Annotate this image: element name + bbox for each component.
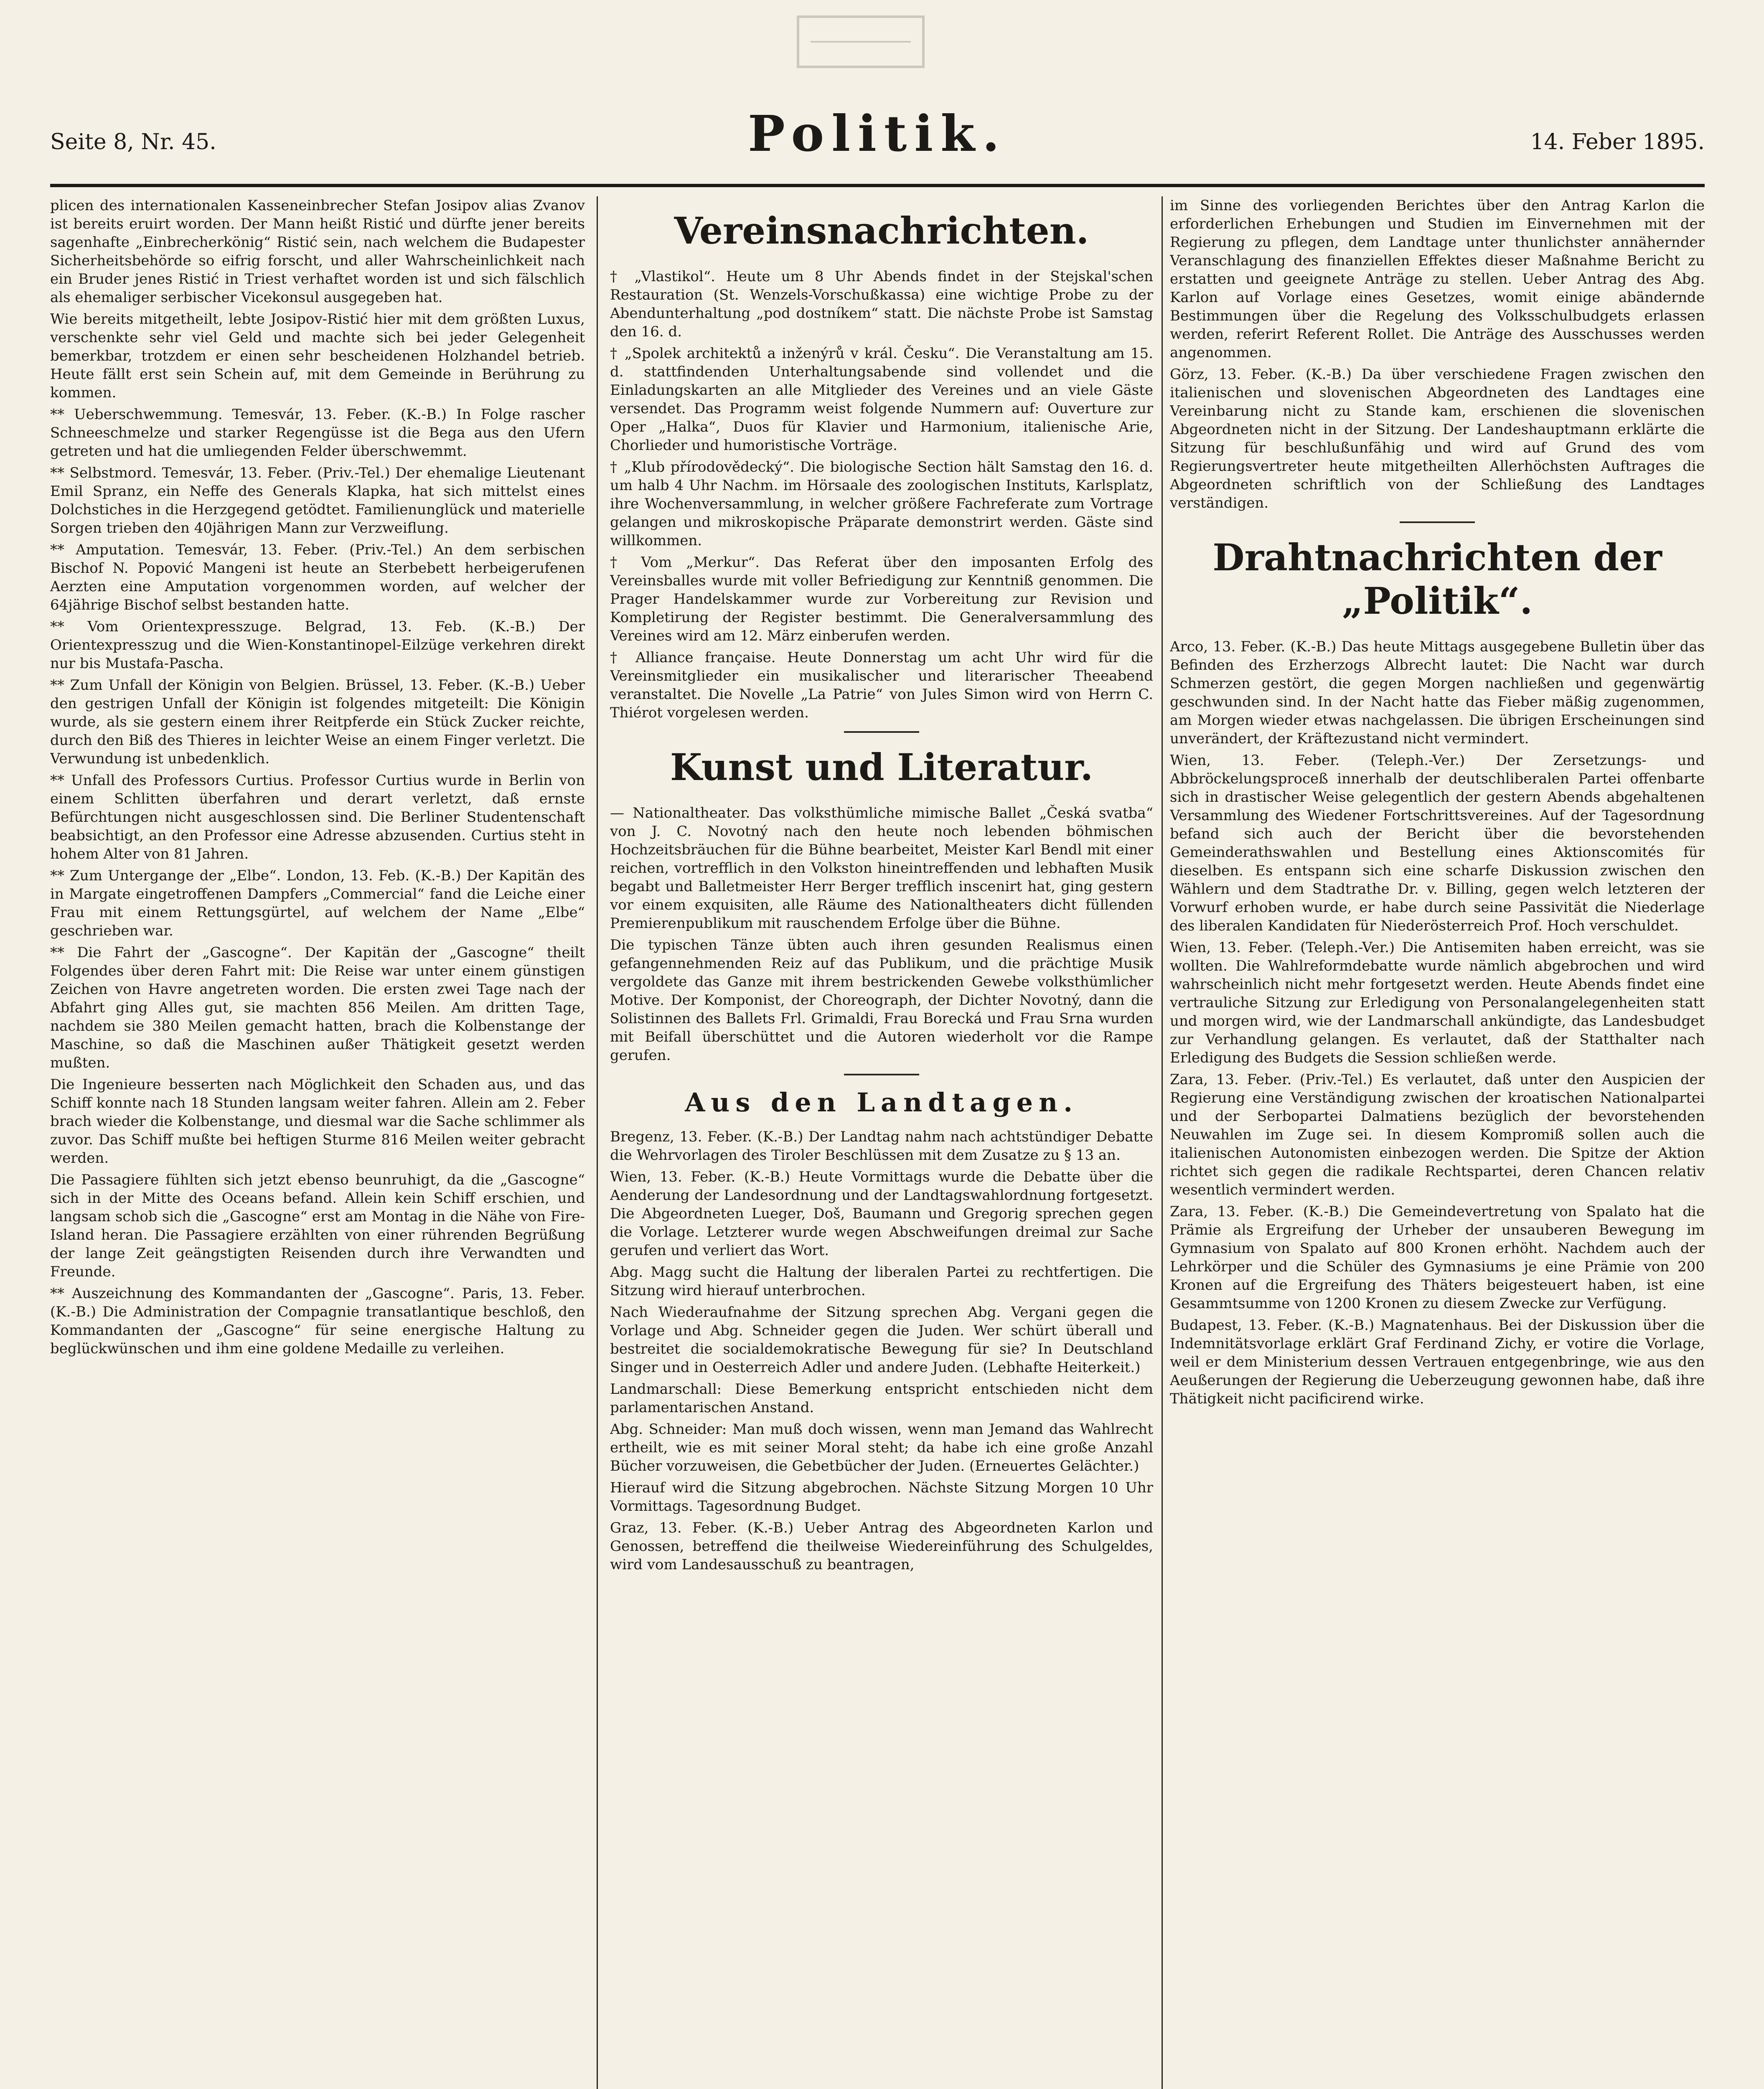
article-paragraph: Abg. Magg sucht die Haltung der liberalen Partei zu rechtfertigen. Die Sitzung wird hierauf unterbrochen. [610,1264,1153,1299]
article-paragraph: Arco, 13. Feber. (K.-B.) Das heute Mittags ausgegebene Bulletin über das Befinden des Erzherzogs Albrecht lautet: Die Nacht war durch Schmerzen gestört, die gegen Morgen nachließen und gegenwärtig geschwunden sind. In der Nacht hatte das Fieber mäßig zugenommen, am Morgen wieder etwas nachgelassen. Die übrigen Erscheinungen sind unverändert, der Kräftezustand nicht vermindert. [1170,638,1705,747]
section-heading-kunst-und-literatur: Kunst und Literatur. [670,745,1093,789]
section-divider [844,731,919,733]
article-paragraph: Zara, 13. Feber. (Priv.-Tel.) Es verlautet, daß unter den Auspicien der Regierung eine Verständigung zwischen der kroatischen Nationalpartei und der Serbopartei Dalmatiens bezüglich der bevorstehenden Neuwahlen im Zuge sei. In diesem Kompromiß sollen auch die italienischen Autonomisten einbezogen werden. Die Spitze der Aktion richtet sich gegen die radikale Rechtspartei, deren Chancen relativ wesentlich vermindert werden. [1170,1071,1705,1198]
column-rule [597,196,598,2089]
article-paragraph: ** Ueberschwemmung. Temesvár, 13. Feber. (K.-B.) In Folge rascher Schneeschmelze und starker Regengüsse ist die Bega aus den Ufern getreten und hat die umliegenden Felder überschwemmt. [50,406,585,460]
column-right [1170,196,1705,2089]
article-paragraph: Wien, 13. Feber. (Teleph.-Ver.) Der Zersetzungs- und Abbröckelungsproceß innerhalb der deutschliberalen Partei offenbarte sich in drastischer Weise gelegentlich der gestern Abends abgehaltenen Versammlung des Wiedener Fortschrittsvereines. Auf der Tagesordnung befand sich auch der Bericht über die bevorstehenden Gemeinderathswahlen und Bestellung eines Aktionscomités für dieselben. Es entspann sich eine scharfe Diskussion zwischen den Wählern und dem Stadtrathe Dr. v. Billing, gegen welch letzteren der Vorwurf erhoben wurde, er habe durch seine Passivität die Niederlage des liberalen Kandidaten für Niederösterreich Prof. Hoch verschuldet. [1170,752,1705,934]
section-heading-vereinsnachrichten: Vereinsnachrichten. [674,209,1089,252]
column-rule [1162,196,1163,2089]
article-paragraph: ** Unfall des Professors Curtius. Professor Curtius wurde in Berlin von einem Schlitten überfahren und derart verletzt, daß ernste Befürchtungen nicht ausgeschlossen sind. Die Berliner Studentenschaft beabsichtigt, an den Professor eine Adresse abzusenden. Curtius steht in hohem Alter von 81 Jahren. [50,772,585,862]
article-paragraph: Wien, 13. Feber. (K.-B.) Heute Vormittags wurde die Debatte über die Aenderung der Landesordnung und der Landtagswahlordnung fortgesetzt. Die Abgeordneten Lueger, Doš, Baumann und Gregorig sprechen gegen die Vorlage. Letzterer wurde wegen Abschweifungen dreimal zur Sache gerufen und verliert das Wort. [610,1169,1153,1259]
section-heading-aus-den-landtagen: Aus den Landtagen. [685,1087,1078,1118]
article-paragraph: Die Passagiere fühlten sich jetzt ebenso beunruhigt, da die „Gascogne“ sich in der Mitte des Oceans befand. Allein kein Schiff erschien, und langsam schob sich die „Gascogne“ erst am Montag in die Nähe von Fire-Island heran. Die Passagiere erzählten von einer rührenden Begrüßung der lange Zeit geängstigten Reisenden durch ihre Verwandten und Freunde. [50,1172,585,1280]
article-paragraph: plicen des internationalen Kasseneinbrecher Stefan Josipov alias Zvanov ist bereits eruirt worden. Der Mann heißt Ristić und dürfte jener bereits sagenhafte „Einbrecherkönig“ Ristić sein, nach welchem die Budapester Sicherheitsbehörde so eifrig forscht, und aller Wahrscheinlichkeit nach ein Bruder jenes Ristić in Triest verhaftet worden ist und sich fälschlich als ehemaliger serbischer Vicekonsul ausgegeben hat. [50,197,585,306]
article-paragraph: Graz, 13. Feber. (K.-B.) Ueber Antrag des Abgeordneten Karlon und Genossen, betreffend die theilweise Wiedereinführung des Schulgeldes, wird vom Landesausschuß zu beantragen, [610,1520,1153,1573]
newspaper-title: Politik. [747,104,1007,163]
article-paragraph: Die Ingenieure besserten nach Möglichkeit den Schaden aus, und das Schiff konnte nach 18 Stunden langsam weiter fahren. Allein am 2. Feber brach wieder die Kolbenstange, und diesmal war die Sache schlimmer als zuvor. Das Schiff mußte bei heftigen Sturme 816 Meilen weiter gebracht werden. [50,1076,585,1166]
article-paragraph: Bregenz, 13. Feber. (K.-B.) Der Landtag nahm nach achtstündiger Debatte die Wehrvorlagen des Tiroler Beschlüssen mit dem Zusatze zu § 13 an. [610,1128,1153,1164]
article-paragraph: Wien, 13. Feber. (Teleph.-Ver.) Die Antisemiten haben erreicht, was sie wollten. Die Wahlreformdebatte wurde nämlich abgebrochen und wird wahrscheinlich nicht mehr fortgesetzt werden. Heute Abends findet eine vertrauliche Sitzung zur Erledigung von Personalangelegenheiten statt und morgen wird, wie der Landmarschall ankündigte, das Landesbudget zur Verhandlung gelangen. Es verlautet, daß der Statthalter nach Erledigung des Budgets die Session schließen werde. [1170,939,1705,1066]
article-paragraph: Landmarschall: Diese Bemerkung entspricht entschieden nicht dem parlamentarischen Anstand. [610,1381,1153,1416]
page-header [50,104,1705,184]
article-paragraph: Abg. Schneider: Man muß doch wissen, wenn man Jemand das Wahlrecht ertheilt, wie es mit seiner Moral steht; da habe ich eine große Anzahl Bücher vorzuweisen, die Gebetbücher der Juden. (Erneuertes Gelächter.) [610,1421,1153,1474]
article-paragraph: ** Amputation. Temesvár, 13. Feber. (Priv.-Tel.) An dem serbischen Bischof N. Popović Mangeni ist heute an Sterbebett herbeigerufenen Aerzten eine Amputation vorgenommen worden, auf welcher der 64jährige Bischof selbst bestanden hatte. [50,541,585,613]
article-paragraph: ** Zum Unfall der Königin von Belgien. Brüssel, 13. Feber. (K.-B.) Ueber den gestrigen Unfall der Königin ist folgendes mitgeteilt: Die Königin wurde, als sie gestern einem ihrer Reitpferde ein Stück Zucker reichte, durch den Biß des Thieres in leichter Weise an einem Finger verletzt. Die Verwundung ist unbedenklich. [50,677,585,767]
section-heading-drahtnachrichten: Drahtnachrichten der „Politik“. [1212,536,1662,623]
article-paragraph: Zara, 13. Feber. (K.-B.) Die Gemeindevertretung von Spalato hat die Prämie als Ergreifung der Urheber der unsauberen Bewegung im Gymnasium von Spalato auf 800 Kronen erhöht. Nachdem auch der Lehrkörper und die Schüler des Gymnasiums je eine Prämie von 200 Kronen auf die Ergreifung des Thäters beigesteuert haben, ist eine Gesammtsumme von 1200 Kronen zu diesem Zwecke zur Verfügung. [1170,1203,1705,1312]
article-paragraph: ** Zum Untergange der „Elbe“. London, 13. Feb. (K.-B.) Der Kapitän des in Margate eingetroffenen Dampfers „Commercial“ fand die Leiche einer Frau mit einem Rettungsgürtel, auf welchem der Name „Elbe“ geschrieben war. [50,867,585,939]
article-paragraph: Budapest, 13. Feber. (K.-B.) Magnatenhaus. Bei der Diskussion über die Indemnitätsvorlage erklärt Graf Ferdinand Zichy, er votire die Vorlage, weil er dem Ministerium dessen Vertrauen entgegenbringe, wie aus den Aeußerungen der Regierung die Ueberzeugung gewonnen habe, daß ihre Thätigkeit nicht pacificirend wirke. [1170,1317,1705,1407]
article-paragraph: † „Spolek architektů a inženýrů v král. Česku“. Die Veranstaltung am 15. d. stattfindenden Unterhaltungsabende sind vollendet und die Einladungskarten an alle Mitglieder des Vereines und an viele Gäste versendet. Das Programm weist folgende Nummern auf: Ouverture zur Oper „Halka“, Duos für Klavier und Harmonium, italienische Arie, Chorlieder und humoristische Vorträge. [610,345,1153,454]
issue-date: 14. Feber 1895. [1530,130,1705,155]
column-middle [610,196,1153,2089]
article-paragraph: † „Klub přírodovědecký“. Die biologische Section hält Samstag den 16. d. um halb 4 Uhr Nachm. im Hörsaale des zoologischen Instituts, Karlsplatz, ihre Wochenversammlung, in welcher größere Fachreferate zum Vortrage gelangen und mikroskopische Präparate demonstrirt werden. Gäste sind willkommen. [610,459,1153,549]
article-paragraph: Die typischen Tänze übten auch ihren gesunden Realismus einen gefangennehmenden Reiz auf das Publikum, und die prächtige Musik vergoldete das Ganze mit ihrem bestrickenden Gewebe volksthümlicher Motive. Der Komponist, der Choreograph, der Dichter Novotný, dann die Solistinnen des Ballets Frl. Grimaldi, Frau Borecká und Frau Srna wurden mit Beifall überschüttet und die Autoren wiederholt vor die Rampe gerufen. [610,937,1153,1064]
article-paragraph: ** Die Fahrt der „Gascogne“. Der Kapitän der „Gascogne“ theilt Folgendes über deren Fahrt mit: Die Reise war unter einem günstigen Zeichen von Havre angetreten worden. Die ersten zwei Tage nach der Abfahrt ging Alles gut, sie machten 856 Meilen. Am dritten Tage, nachdem sie 380 Meilen gemacht hatten, brach die Kolbenstange der Maschine, so daß die Maschinen außer Thätigkeit gesetzt werden mußten. [50,944,585,1071]
article-paragraph: — Nationaltheater. Das volksthümliche mimische Ballet „Česká svatba“ von J. C. Novotný nach den heute noch lebenden böhmischen Hochzeitsbräuchen für die Bühne bearbeitet, Meister Karl Bendl mit einer reichen, vortrefflich in den Volkston hineintreffenden und lebhaften Musik begabt und Balletmeister Herr Berger trefflich inscenirt hat, ging gestern vor einem exquisiten, alle Räume des Nationaltheaters dicht füllenden Premierenpublikum mit rauschendem Erfolge über die Bühne. [610,805,1153,932]
page-number: Seite 8, Nr. 45. [50,130,216,155]
article-paragraph: Wie bereits mitgetheilt, lebte Josipov-Ristić hier mit dem größten Luxus, verschenkte sehr viel Geld und machte sich bei jeder Gelegenheit bemerkbar, trotzdem er einen sehr bescheidenen Holzhandel betrieb. Heute fällt erst sein Schein auf, mit dem Gemeinde in Berührung zu kommen. [50,311,585,401]
article-paragraph: Nach Wiederaufnahme der Sitzung sprechen Abg. Vergani gegen die Vorlage und Abg. Schneider gegen die Juden. Wer schürt überall und bestreitet die socialdemokratische Bewegung für sie? In Deutschland Singer und in Oesterreich Adler und andere Juden. (Lebhafte Heiterkeit.) [610,1304,1153,1376]
article-paragraph: Görz, 13. Feber. (K.-B.) Da über verschiedene Fragen zwischen den italienischen und slovenischen Abgeordneten des Landtages eine Vereinbarung nicht zu Stande kam, erschienen die slovenischen Abgeordneten nicht in der Sitzung. Der Landeshauptmann erklärte die Sitzung für beschlußunfähig und wird auf Grund des vom Regierungsvertreter heute mitgetheilten Allerhöchsten Auftrages die Abgeordneten schriftlich von der Schließung des Landtages verständigen. [1170,366,1705,511]
section-divider [1400,521,1475,523]
article-paragraph: Hierauf wird die Sitzung abgebrochen. Nächste Sitzung Morgen 10 Uhr Vormittags. Tagesordnung Budget. [610,1479,1153,1515]
article-paragraph: † Alliance française. Heute Donnerstag um acht Uhr wird für die Vereinsmitglieder ein musikalischer und literarischer Theeabend veranstaltet. Die Novelle „La Patrie“ von Jules Simon wird von Herrn C. Thiérot vorgelesen werden. [610,649,1153,721]
article-paragraph: † „Vlastikol“. Heute um 8 Uhr Abends findet in der Stejskal'schen Restauration (St. Wenzels-Vorschußkassa) eine wichtige Probe zu der Abendunterhaltung „pod dostníkem“ statt. Die nächste Probe ist Samstag den 16. d. [610,268,1153,340]
article-paragraph: ** Selbstmord. Temesvár, 13. Feber. (Priv.-Tel.) Der ehemalige Lieutenant Emil Spranz, ein Neffe des Generals Klapka, hat sich mittelst eines Dolchstiches in die Herzgegend getödtet. Familienunglück und materielle Sorgen trieben den 40jährigen Mann zur Verzweiflung. [50,465,585,536]
column-left [50,196,585,2089]
article-paragraph: ** Auszeichnung des Kommandanten der „Gascogne“. Paris, 13. Feber. (K.-B.) Die Administration der Compagnie transatlantique beschloß, den Kommandanten der „Gascogne“ für seine energische Haltung zu beglückwünschen und ihm eine goldene Medaille zu verleihen. [50,1285,585,1357]
section-divider [844,1074,919,1075]
article-paragraph: im Sinne des vorliegenden Berichtes über den Antrag Karlon die erforderlichen Erhebungen und Studien im Einvernehmen mit der Regierung zu pflegen, dem Landtage unter thunlichster annähernder Veranschlagung des finanziellen Effektes dieser Maßnahme Bericht zu erstatten und geeignete Anträge zu stellen. Ueber Antrag des Abg. Karlon auf Vorlage eines Gesetzes, womit einige abändernde Bestimmungen über die Regelung des Volksschulbudgets erlassen werden, referirt Referent Rollet. Die Anträge des Ausschusses werden angenommen. [1170,197,1705,361]
article-paragraph: † Vom „Merkur“. Das Referat über den imposanten Erfolg des Vereinsballes wurde mit voller Befriedigung zur Kenntniß genommen. Die Prager Handelskammer wurde zur Vorbereitung zur Revision und Kompletirung der Register bestimmt. Die Generalversammlung des Vereines wird am 12. März einberufen werden. [610,554,1153,644]
article-paragraph: ** Vom Orientexpresszuge. Belgrad, 13. Feb. (K.-B.) Der Orientexpresszug und die Wien-Konstantinopel-Eilzüge verkehren direkt nur bis Mustafa-Pascha. [50,618,585,672]
library-stamp-icon [794,13,928,71]
header-rule [50,184,1705,187]
